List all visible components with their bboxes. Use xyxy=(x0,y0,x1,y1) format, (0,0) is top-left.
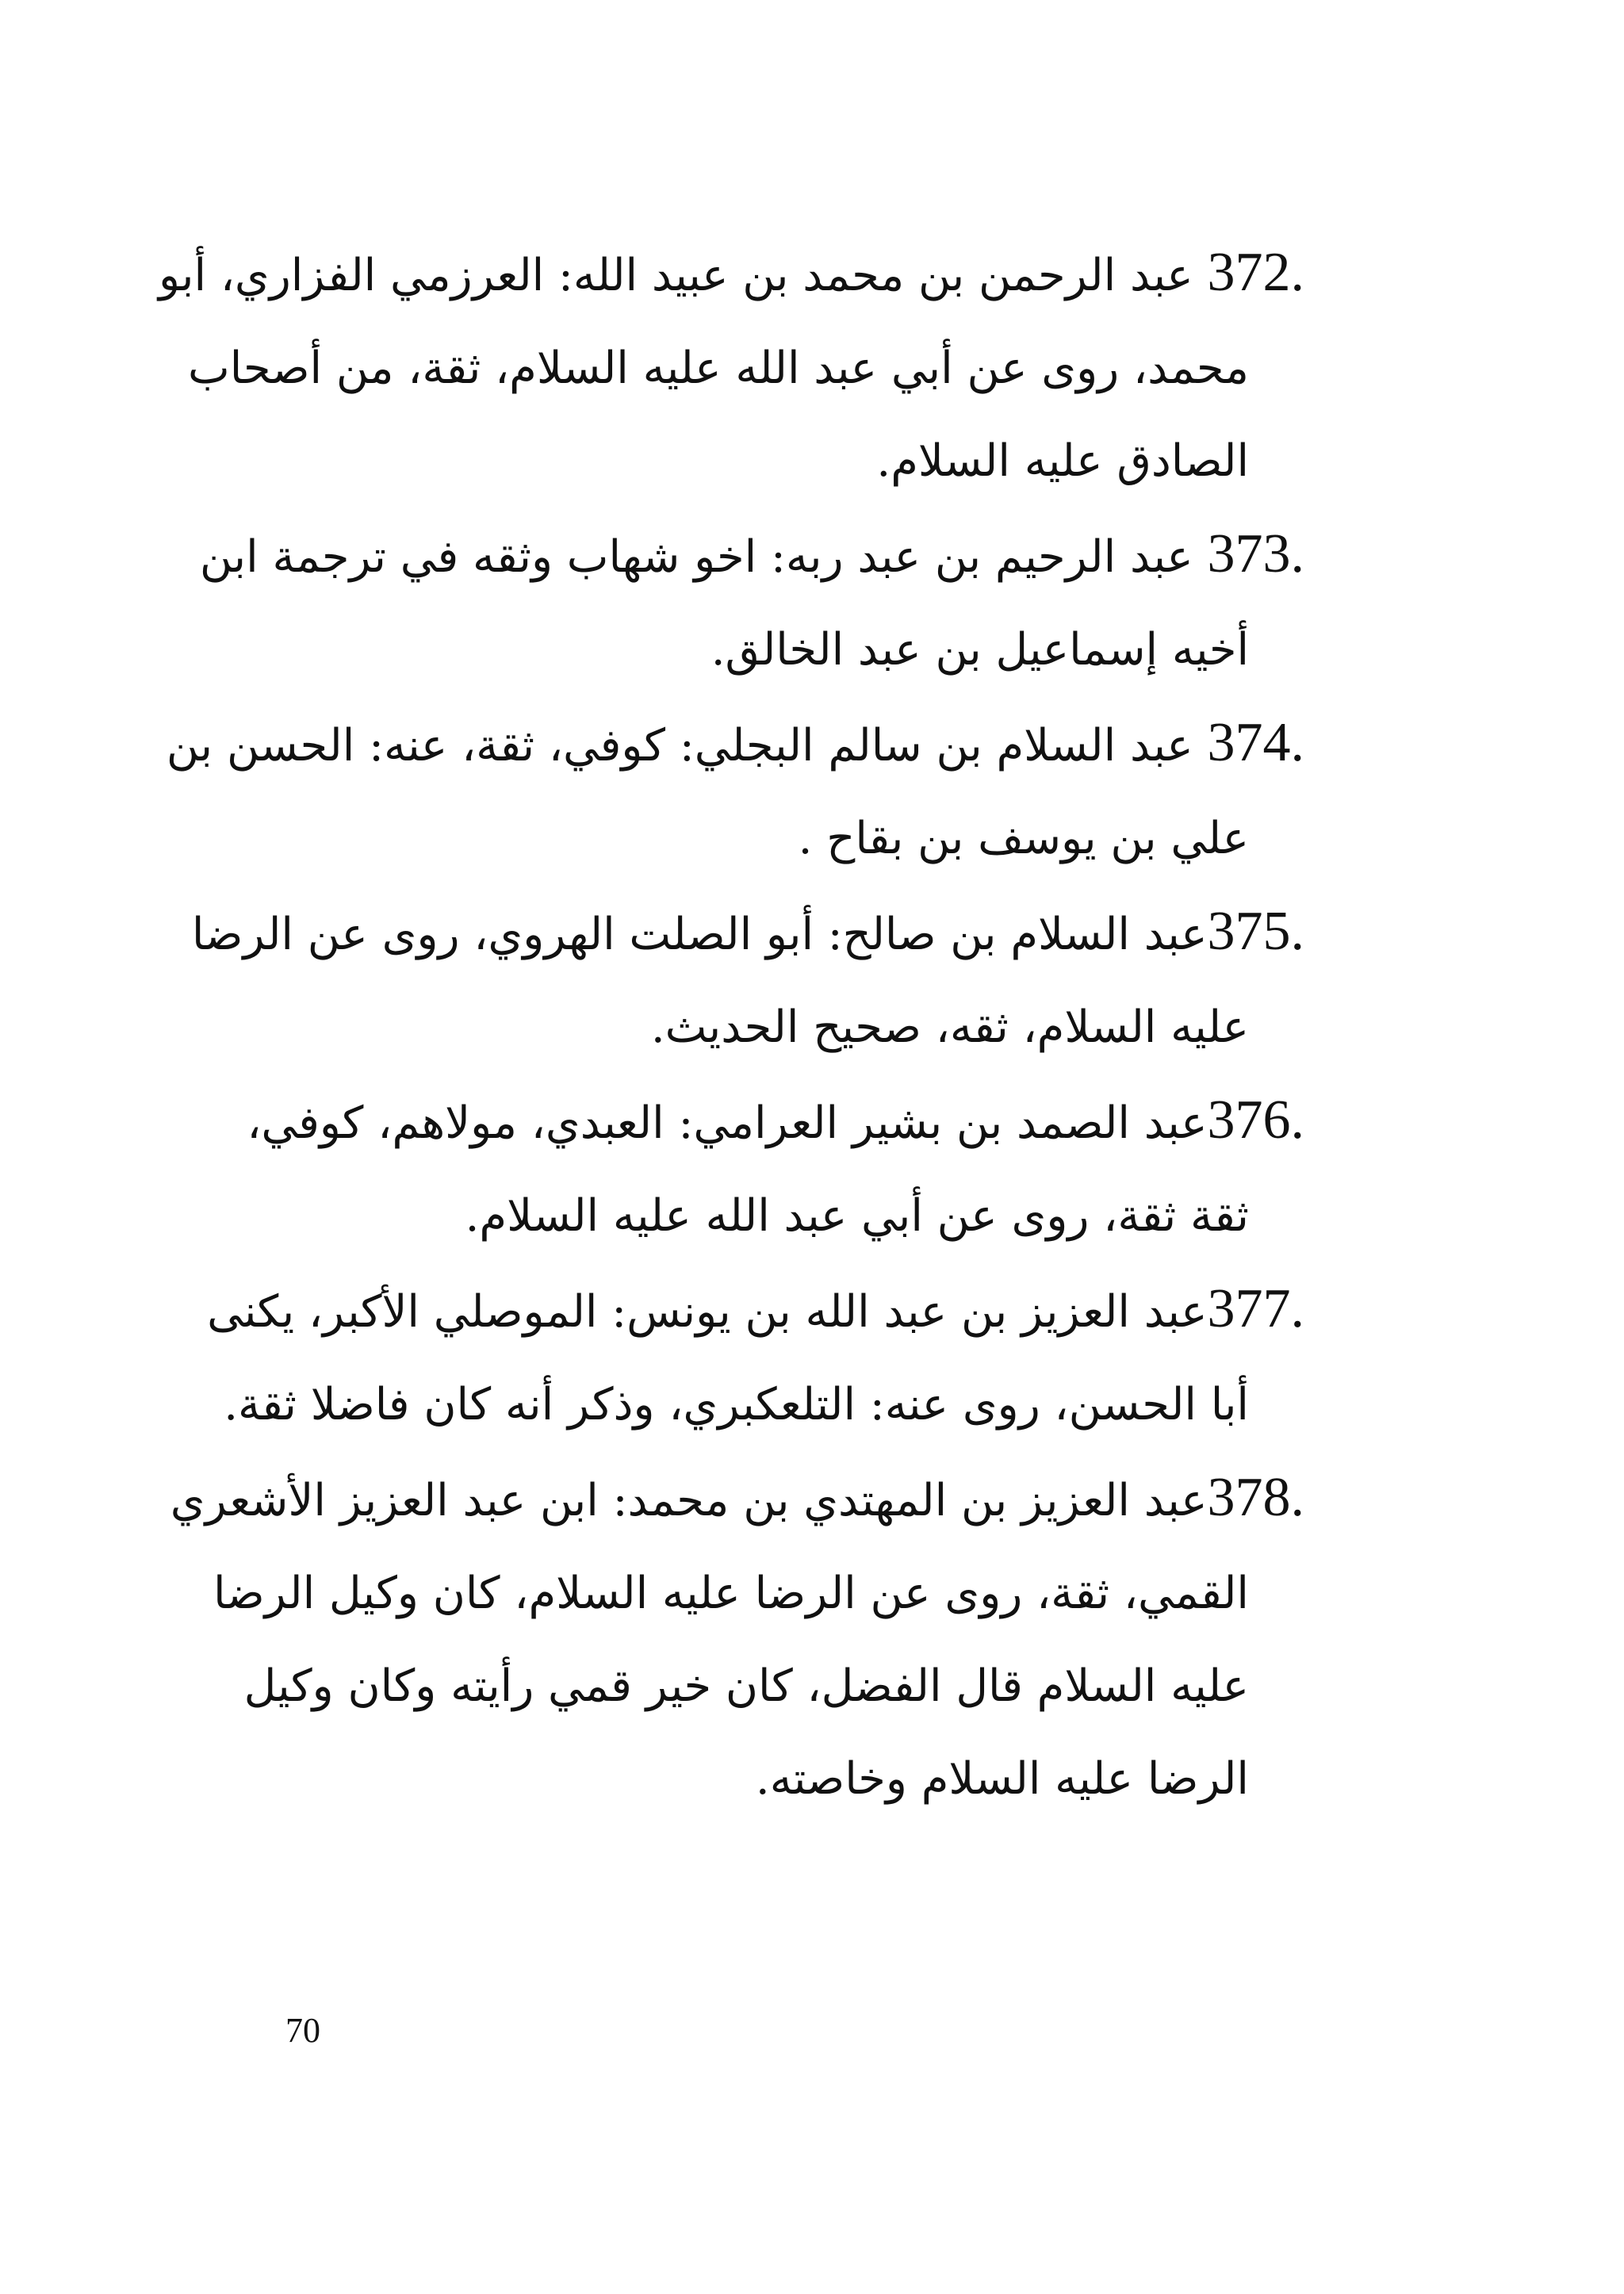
entry-text-line: عبد الصمد بن بشير العرامي: العبدي، مولاهم، كوفي، xyxy=(247,1097,1208,1149)
entry-text-line: عبد العزيز بن عبد الله بن يونس: الموصلي الأكبر، يكنى xyxy=(207,1286,1208,1338)
entry-372 xyxy=(158,226,1304,507)
entry-text-line: أخيه إسماعيل بن عبد الخالق. xyxy=(710,624,1249,676)
entry-text-line: عليه السلام قال الفضل، كان خير قمي رأيته وكان وكيل xyxy=(243,1660,1249,1712)
entry-373 xyxy=(199,507,1304,696)
entry-375 xyxy=(191,885,1304,1074)
entry-number: 374. xyxy=(1207,712,1304,773)
entry-text-line: محمد، روى عن أبي عبد الله عليه السلام، ثقة، من أصحاب xyxy=(188,343,1249,394)
entries-list xyxy=(158,226,1304,1825)
entry-text-line: الرضا عليه السلام وخاصته. xyxy=(755,1753,1249,1805)
entry-text-line: عبد الرحيم بن عبد ربه: اخو شهاب وثقه في ترجمة ابن xyxy=(199,531,1193,583)
entry-text-line: الصادق عليه السلام. xyxy=(876,435,1249,487)
entry-text-line: ثقة ثقة، روى عن أبي عبد الله عليه السلام. xyxy=(465,1190,1249,1242)
page-number: 70 xyxy=(285,2011,320,2050)
entry-text-line: عبد الرحمن بن محمد بن عبيد الله: العرزمي الفزاري، أبو xyxy=(158,250,1193,301)
entry-text-line: عليه السلام، ثقه، صحيح الحديث. xyxy=(650,1001,1249,1053)
entry-text-line: أبا الحسن، روى عنه: التلعكبري، وذكر أنه كان فاضلا ثقة. xyxy=(224,1379,1249,1430)
entry-number: 372. xyxy=(1207,242,1304,303)
entry-number: 376. xyxy=(1207,1090,1304,1151)
entry-number: 373. xyxy=(1207,523,1304,584)
entry-number: 378. xyxy=(1207,1467,1304,1528)
entry-text-line: عبد السلام بن صالح: أبو الصلت الهروي، روى عن الرضا xyxy=(191,909,1208,960)
entry-number: 375. xyxy=(1207,901,1304,962)
entry-number: 377. xyxy=(1207,1278,1304,1339)
entry-text-line: عبد السلام بن سالم البجلي: كوفي، ثقة، عنه: الحسن بن xyxy=(166,720,1193,772)
entry-374 xyxy=(166,696,1304,885)
entry-text-line: عبد العزيز بن المهتدي بن محمد: ابن عبد العزيز الأشعري xyxy=(170,1475,1208,1526)
entry-376 xyxy=(247,1074,1304,1262)
entry-377 xyxy=(207,1262,1304,1451)
entry-text-line: القمي، ثقة، روى عن الرضا عليه السلام، كان وكيل الرضا xyxy=(213,1568,1249,1619)
entry-text-line: علي بن يوسف بن بقاح . xyxy=(798,813,1249,864)
entry-378 xyxy=(170,1451,1304,1825)
